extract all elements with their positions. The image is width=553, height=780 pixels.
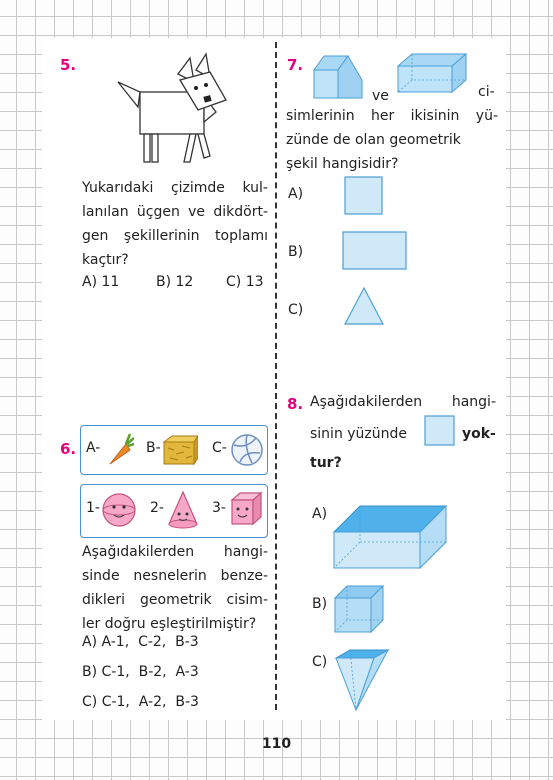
question-7-text: simlerinin her ikisinin yü- zünde de olan geometrik şekil hangisidir? <box>286 108 498 172</box>
q6-option-b[interactable]: B) C-1, B-2, A-3 <box>82 664 199 680</box>
label-b: B- <box>146 440 161 456</box>
question-8-line1: Aşağıdakilerden hangi- <box>310 394 496 410</box>
rectangular-prism-icon <box>330 502 450 572</box>
question-5-text: Yukarıdaki çizimde kul- lanılan üçgen ve dikdört- gen şekillerinin toplamı kaçtır? <box>82 180 268 268</box>
volleyball-icon <box>230 433 264 467</box>
page-number: 110 <box>261 736 292 752</box>
q7-option-c[interactable]: C) <box>288 302 304 318</box>
cube-icon <box>333 584 385 634</box>
q6-option-a[interactable]: A) A-1, C-2, B-3 <box>82 634 199 650</box>
dog-leg <box>152 134 158 162</box>
triangle-icon <box>344 286 386 326</box>
label-1: 1- <box>86 500 100 516</box>
label-3: 3- <box>212 500 226 516</box>
dog-tail-triangle <box>118 82 140 107</box>
q5-option-c[interactable]: C) 13 <box>226 274 264 290</box>
question-7-number: 7. <box>287 56 304 74</box>
dog-leg <box>184 134 196 162</box>
carrot-icon <box>104 432 134 468</box>
q7-option-a[interactable]: A) <box>288 186 304 202</box>
label-a: A- <box>86 440 101 456</box>
dog-leg <box>198 134 210 158</box>
q7-option-b[interactable]: B) <box>288 244 304 260</box>
hay-bale-icon <box>162 434 198 466</box>
label-c: C- <box>212 440 227 456</box>
q6-option-c[interactable]: C) C-1, A-2, B-3 <box>82 694 199 710</box>
triangular-prism-icon <box>310 52 364 102</box>
cone-face-icon <box>166 490 200 530</box>
sphere-face-icon <box>100 490 138 530</box>
column-divider <box>275 42 277 710</box>
q8-option-a[interactable]: A) <box>312 506 328 522</box>
square-icon <box>344 176 384 216</box>
rectangular-prism-icon <box>396 52 468 94</box>
question-8-yok: yok- <box>462 426 496 442</box>
q7-word-ci: ci- <box>478 84 495 100</box>
question-5-number: 5. <box>60 56 77 74</box>
q8-option-c[interactable]: C) <box>312 654 328 670</box>
dog-drawing <box>110 52 250 170</box>
q5-option-b[interactable]: B) 12 <box>156 274 194 290</box>
square-pyramid-icon <box>334 648 390 712</box>
q7-word-ve: ve <box>372 88 389 104</box>
question-8-line3: tur? <box>310 455 342 471</box>
dog-leg <box>144 134 150 162</box>
q8-option-b[interactable]: B) <box>312 596 328 612</box>
rectangle-icon <box>342 231 408 271</box>
question-6-text: Aşağıdakilerden hangi- sinde nesnelerin benze- dikleri geometrik cisim- ler doğru eşleştirilmiştir? <box>82 544 268 632</box>
small-square-icon <box>424 415 456 447</box>
label-2: 2- <box>150 500 164 516</box>
question-6-number: 6. <box>60 440 77 458</box>
cube-face-icon <box>228 490 264 530</box>
q5-option-a[interactable]: A) 11 <box>82 274 120 290</box>
question-8-number: 8. <box>287 395 304 413</box>
question-8-line2: sinin yüzünde <box>310 426 408 442</box>
